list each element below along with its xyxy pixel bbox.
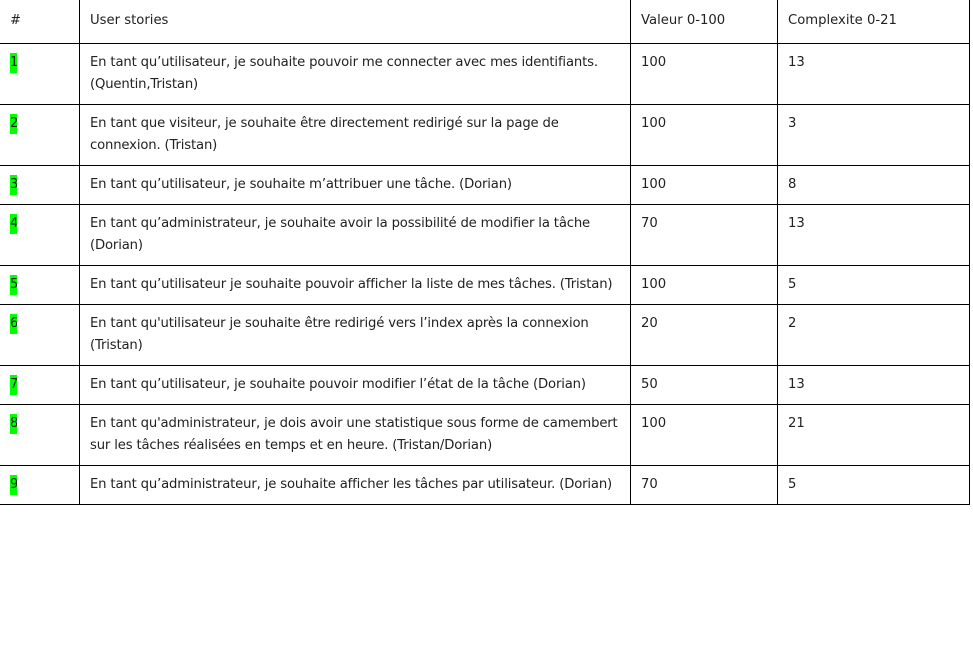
complexity-cell: 3 bbox=[778, 105, 970, 166]
row-number-cell bbox=[0, 466, 80, 505]
value-cell: 100 bbox=[631, 266, 778, 305]
row-number: 6 bbox=[10, 314, 17, 334]
table-row bbox=[0, 405, 970, 466]
row-number-cell bbox=[0, 44, 80, 105]
row-number-cell bbox=[0, 405, 80, 466]
story-cell: En tant qu’utilisateur je souhaite pouvoir afficher la liste de mes tâches. (Tristan) bbox=[80, 266, 631, 305]
row-number-cell bbox=[0, 166, 80, 205]
table-header-row bbox=[0, 0, 970, 44]
table-row bbox=[0, 266, 970, 305]
row-number: 9 bbox=[10, 475, 17, 495]
header-num: # bbox=[0, 0, 80, 44]
table-row bbox=[0, 166, 970, 205]
row-number-cell bbox=[0, 105, 80, 166]
row-number: 1 bbox=[10, 53, 17, 73]
row-number-cell bbox=[0, 305, 80, 366]
table-row bbox=[0, 105, 970, 166]
row-number-cell bbox=[0, 205, 80, 266]
complexity-cell: 21 bbox=[778, 405, 970, 466]
value-cell: 70 bbox=[631, 205, 778, 266]
value-cell: 70 bbox=[631, 466, 778, 505]
table-row bbox=[0, 305, 970, 366]
row-number-cell bbox=[0, 366, 80, 405]
table-row bbox=[0, 466, 970, 505]
header-value: Valeur 0-100 bbox=[631, 0, 778, 44]
table-row bbox=[0, 205, 970, 266]
story-cell: En tant qu’utilisateur, je souhaite m’attribuer une tâche. (Dorian) bbox=[80, 166, 631, 205]
value-cell: 100 bbox=[631, 105, 778, 166]
complexity-cell: 13 bbox=[778, 366, 970, 405]
row-number: 5 bbox=[10, 275, 17, 295]
row-number: 3 bbox=[10, 175, 17, 195]
table-row bbox=[0, 366, 970, 405]
header-user-stories: User stories bbox=[80, 0, 631, 44]
complexity-cell: 2 bbox=[778, 305, 970, 366]
row-number-cell bbox=[0, 266, 80, 305]
row-number: 8 bbox=[10, 414, 17, 434]
story-cell: En tant que visiteur, je souhaite être directement redirigé sur la page de connexion. (Tristan) bbox=[80, 105, 631, 166]
complexity-cell: 13 bbox=[778, 44, 970, 105]
story-cell: En tant qu'administrateur, je dois avoir une statistique sous forme de camembert sur les tâches réalisées en temps et en heure. (Tristan/Dorian) bbox=[80, 405, 631, 466]
row-number: 2 bbox=[10, 114, 17, 134]
complexity-cell: 5 bbox=[778, 466, 970, 505]
story-cell: En tant qu’administrateur, je souhaite avoir la possibilité de modifier la tâche (Dorian) bbox=[80, 205, 631, 266]
story-cell: En tant qu’administrateur, je souhaite afficher les tâches par utilisateur. (Dorian) bbox=[80, 466, 631, 505]
value-cell: 20 bbox=[631, 305, 778, 366]
row-number: 7 bbox=[10, 375, 17, 395]
complexity-cell: 5 bbox=[778, 266, 970, 305]
value-cell: 50 bbox=[631, 366, 778, 405]
story-cell: En tant qu’utilisateur, je souhaite pouvoir me connecter avec mes identifiants.(Quentin,Tristan) bbox=[80, 44, 631, 105]
complexity-cell: 8 bbox=[778, 166, 970, 205]
row-number: 4 bbox=[10, 214, 17, 234]
table-body bbox=[0, 44, 970, 505]
value-cell: 100 bbox=[631, 44, 778, 105]
header-complexity: Complexite 0-21 bbox=[778, 0, 970, 44]
story-cell: En tant qu'utilisateur je souhaite être redirigé vers l’index après la connexion (Tristan) bbox=[80, 305, 631, 366]
value-cell: 100 bbox=[631, 405, 778, 466]
value-cell: 100 bbox=[631, 166, 778, 205]
complexity-cell: 13 bbox=[778, 205, 970, 266]
table-row bbox=[0, 44, 970, 105]
story-cell: En tant qu’utilisateur, je souhaite pouvoir modifier l’état de la tâche (Dorian) bbox=[80, 366, 631, 405]
